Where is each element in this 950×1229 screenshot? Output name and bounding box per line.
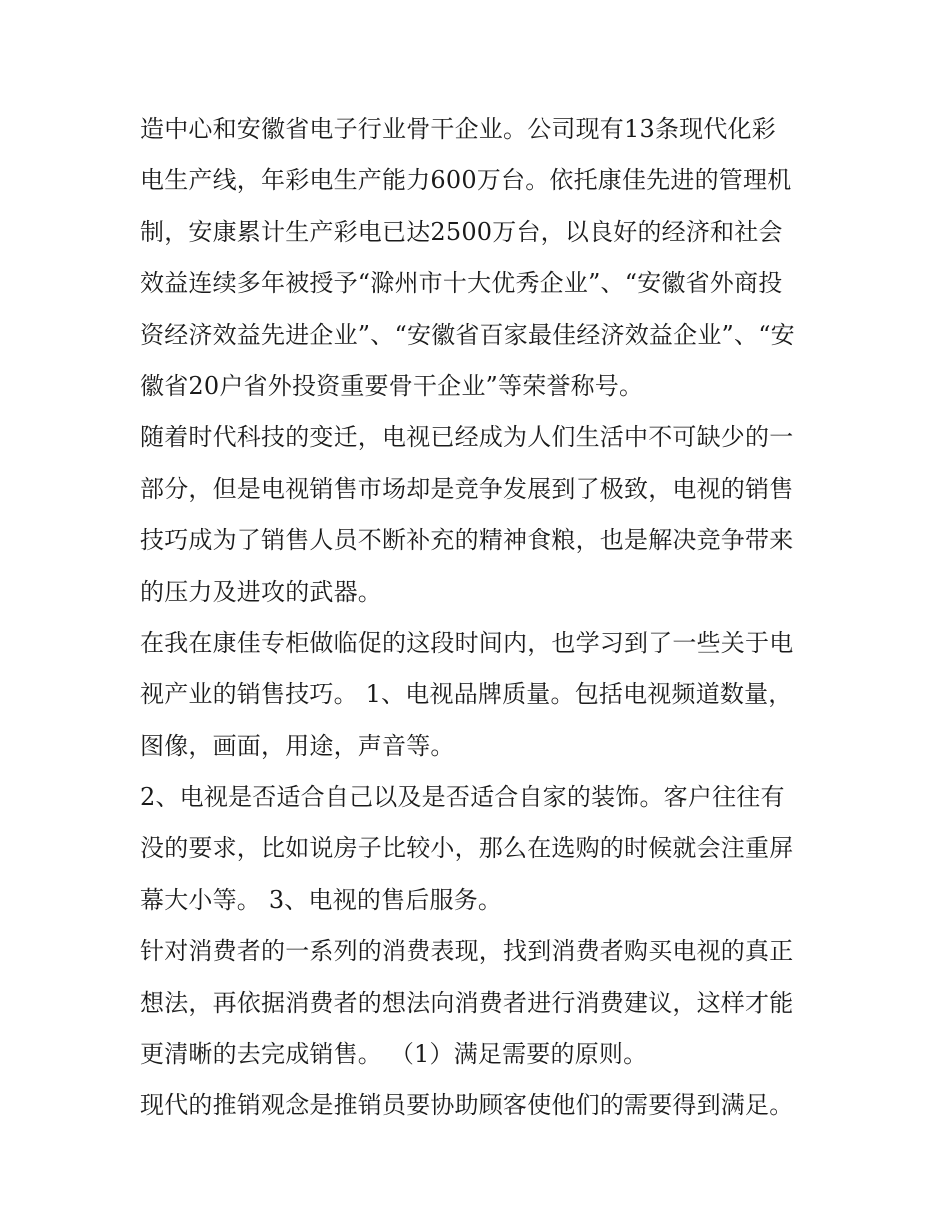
text-line: 电生产线，年彩电生产能力600万台。依托康佳先进的管理机: [140, 166, 792, 195]
text-line: 现代的推销观念是推销员要协助顾客使他们的需要得到满足。: [140, 1091, 794, 1120]
text-line: 造中心和安徽省电子行业骨干企业。公司现有13条现代化彩: [140, 115, 776, 143]
paragraph-decor-and-service: [140, 772, 820, 926]
text-line: 更清晰的去完成销售。 （1）满足需要的原则。: [140, 1040, 648, 1069]
document-body: [140, 104, 820, 1132]
text-line: 制，安康累计生产彩电已达2500万台，以良好的经济和社会: [140, 217, 783, 246]
text-line: 视产业的销售技巧。 1、电视品牌质量。包括电视频道数量，: [140, 680, 793, 709]
text-line: 想法，再依据消费者的想法向消费者进行消费建议，这样才能: [140, 988, 794, 1017]
text-line: 2、电视是否适合自己以及是否适合自家的装饰。客户往往有: [140, 783, 785, 812]
text-line: 幕大小等。 3、电视的售后服务。: [140, 885, 503, 914]
text-line: 随着时代科技的变迁，电视已经成为人们生活中不可缺少的一: [140, 423, 794, 452]
paragraph-company-honors: [140, 104, 820, 412]
text-line: 技巧成为了销售人员不断补充的精神食粮，也是解决竞争带来: [140, 526, 794, 555]
text-line: 资经济效益先进企业”、“安徽省百家最佳经济效益企业”、“安: [140, 320, 795, 349]
text-line: 部分，但是电视销售市场却是竞争发展到了极致，电视的销售: [140, 474, 794, 503]
paragraph-modern-selling: [140, 1080, 820, 1131]
text-line: 没的要求，比如说房子比较小，那么在选购的时候就会注重屏: [140, 834, 794, 863]
text-line: 图像，画面，用途，声音等。: [140, 731, 455, 760]
paragraph-consumer-behavior: [140, 926, 820, 1080]
text-line: 徽省20户省外投资重要骨干企业”等荣誉称号。: [140, 371, 644, 400]
paragraph-sales-skills: [140, 618, 820, 772]
text-line: 针对消费者的一系列的消费表现，找到消费者购买电视的真正: [140, 937, 794, 966]
text-line: 在我在康佳专柜做临促的这段时间内，也学习到了一些关于电: [140, 628, 794, 657]
text-line: 效益连续多年被授予“滁州市十大优秀企业”、“安徽省外商投: [140, 269, 783, 298]
text-line: 的压力及进攻的武器。: [140, 577, 382, 606]
paragraph-tv-market: [140, 412, 820, 618]
